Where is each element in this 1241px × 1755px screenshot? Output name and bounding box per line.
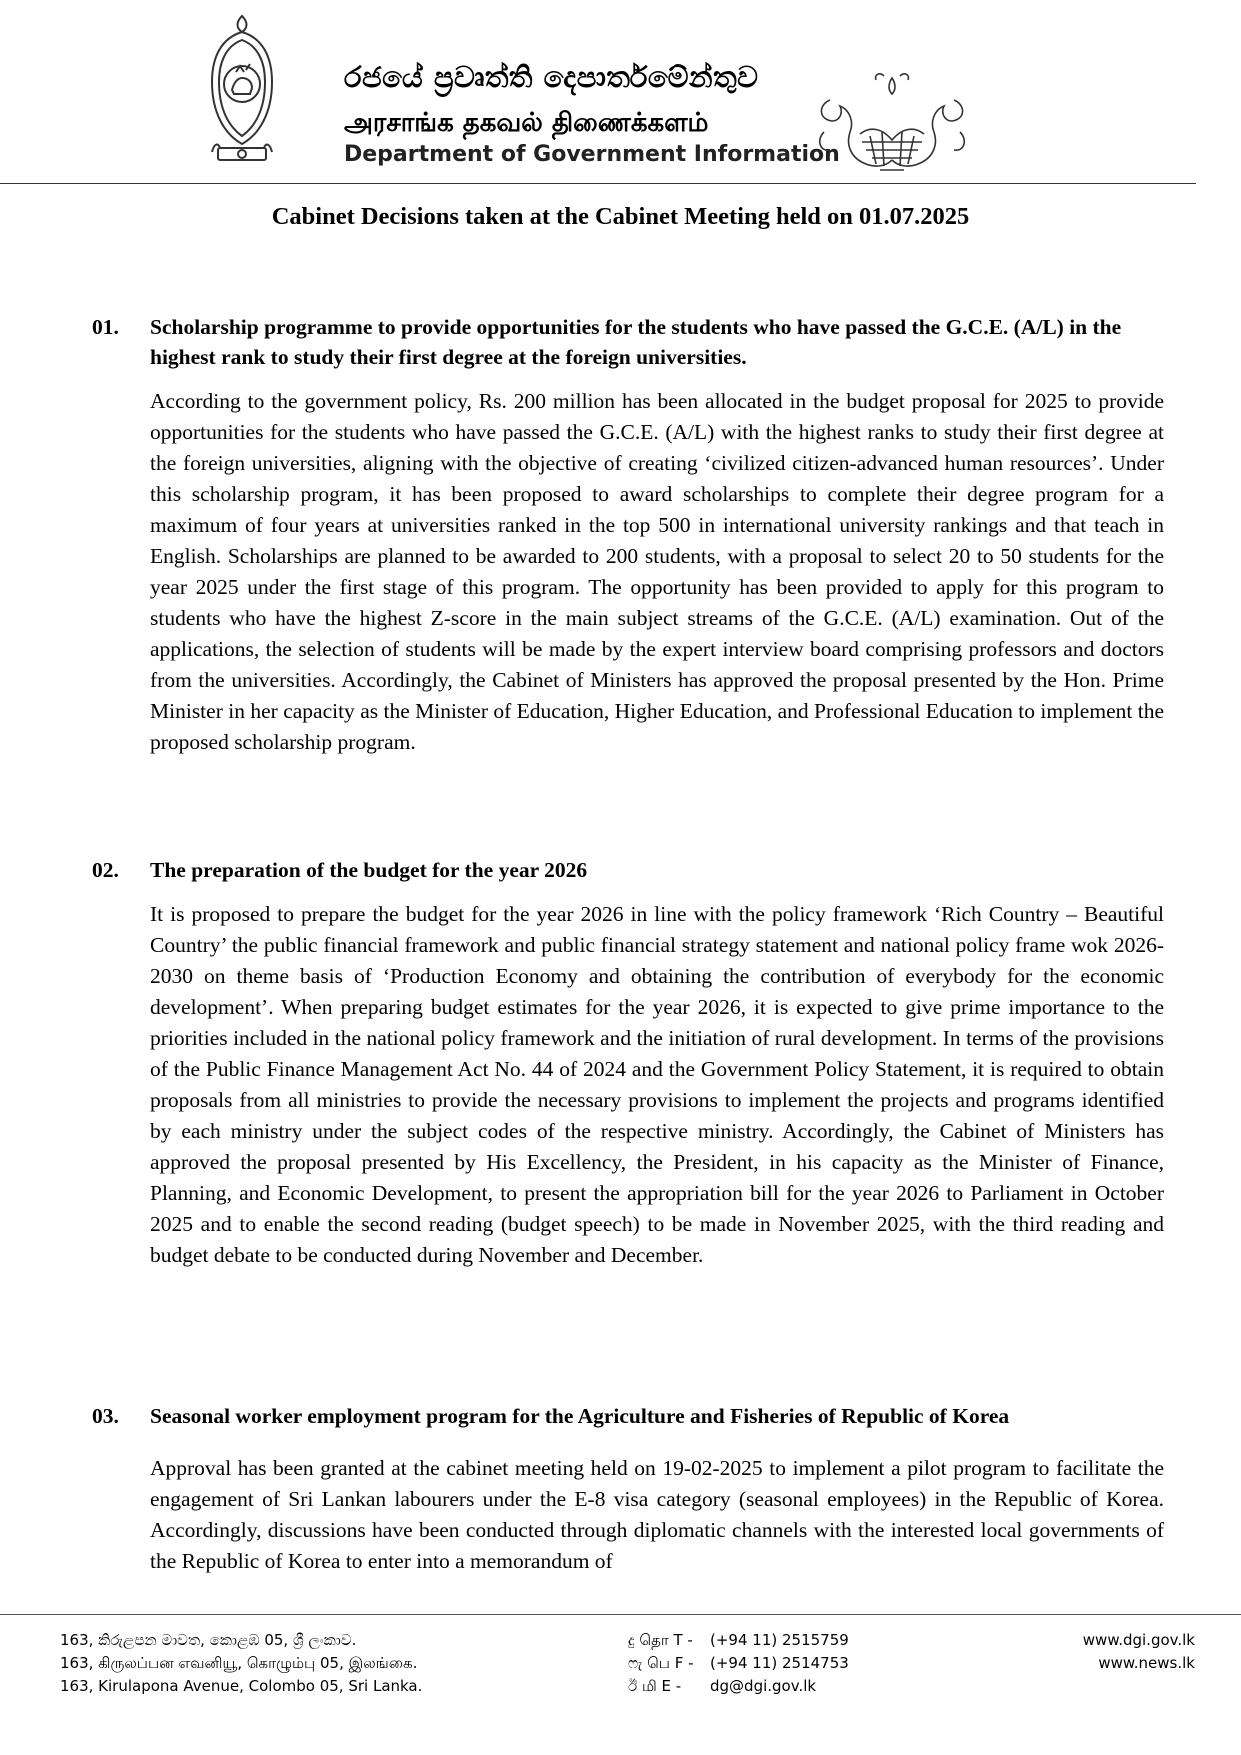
section-body: Approval has been granted at the cabinet meeting held on 19-02-2025 to implement a pilot program to facilitate the engagement of Sri Lankan labourers under the E-8 visa category (seasonal employees) in the Republic of Korea. Accordingly, discussions have been conducted through diplomatic channels with the interested local governments of the Republic of Korea to enter into a memorandum of — [150, 1456, 1164, 1573]
section-heading — [92, 1401, 1164, 1431]
email-row — [628, 1675, 849, 1698]
decision-section-02 — [92, 855, 1164, 1271]
decision-section-03 — [92, 1401, 1164, 1577]
section-heading — [92, 855, 1164, 885]
section-number: 03. — [92, 1404, 119, 1428]
phone-number: (+94 11) 2515759 — [710, 1631, 849, 1649]
letterhead — [0, 0, 1241, 186]
section-number: 01. — [92, 315, 119, 339]
section-title: Scholarship programme to provide opportunities for the students who have passed the G.C.E. (A/L) in the highest rank to study their first degree at the foreign universities. — [150, 315, 1122, 369]
fax-row — [628, 1652, 849, 1675]
sri-lanka-emblem-icon — [206, 12, 278, 168]
fax-label: ෆැ பெ F - — [628, 1654, 694, 1672]
letterhead-footer — [0, 1626, 1241, 1706]
dept-name-tamil: அரசாங்க தகவல் திணைக்களம் — [344, 108, 709, 138]
address-block — [60, 1629, 422, 1698]
footer-divider — [0, 1614, 1241, 1615]
contact-block — [628, 1629, 849, 1698]
section-title: The preparation of the budget for the year 2026 — [150, 858, 588, 882]
fax-number: (+94 11) 2514753 — [710, 1654, 849, 1672]
phone-label: දු தொ T - — [628, 1631, 693, 1649]
website-block — [1083, 1629, 1195, 1675]
section-body: It is proposed to prepare the budget for the year 2026 in line with the policy framework ‘Rich Country – Beautiful Country’ the public financial framework and public financial strategy statement and national policy frame wok 2026-2030 on theme basis of ‘Production Economy and obtaining the contribution of everybody for the economic development’. When preparing budget estimates for the year 2026, it is expected to give prime importance to the priorities included in the national policy framework and the initiation of rural development. In terms of the provisions of the Public Finance Management Act No. 44 of 2024 and the Government Policy Statement, it is required to obtain proposals from all ministries to provide the necessary provisions to implement the projects and programs identified by each ministry under the subject codes of the respective ministry. Accordingly, the Cabinet of Ministers has approved the proposal presented by His Excellency, the President, in his capacity as the Minister of Finance, Planning, and Economic Development, to present the appropriation bill for the year 2026 to Parliament in October 2025 and to enable the second reading (budget speech) to be made in November 2025, with the third reading and budget debate to be conducted during November and December. — [150, 902, 1164, 1267]
phone-row — [628, 1629, 849, 1652]
swan-motif-icon — [810, 70, 974, 174]
website-link-news[interactable]: www.news.lk — [1098, 1654, 1195, 1672]
decision-section-01 — [92, 312, 1164, 758]
section-body: According to the government policy, Rs. 200 million has been allocated in the budget proposal for 2025 to provide opportunities for the students who have passed the G.C.E. (A/L) with the highest ranks to study their first degree at the foreign universities, aligning with the objective of creating ‘civilized citizen-advanced human resources’. Under this scholarship program, it has been proposed to award scholarships to complete their degree program for a maximum of four years at universities ranked in the top 500 in international university rankings and that teach in English. Scholarships are planned to be awarded to 200 students, with a proposal to select 20 to 50 students for the year 2025 under the first stage of this program. The opportunity has been provided to apply for this program to students who have the highest Z-score in the main subject streams of the G.C.E. (A/L) examination. Out of the applications, the selection of students will be made by the expert interview board comprising professors and doctors from the universities. Accordingly, the Cabinet of Ministers has approved the proposal presented by the Hon. Prime Minister in her capacity as the Minister of Education, Higher Education, and Professional Education to implement the proposed scholarship program. — [150, 389, 1164, 754]
address-tamil: 163, கிருலப்பன எவனியூ, கொழும்பு 05, இலங்கை. — [60, 1654, 418, 1672]
website-link-dgi[interactable]: www.dgi.gov.lk — [1082, 1631, 1195, 1649]
address-english: 163, Kirulapona Avenue, Colombo 05, Sri Lanka. — [60, 1677, 423, 1695]
email-label: ඊ மி E - — [628, 1677, 682, 1695]
dept-name-english: Department of Government Information — [344, 142, 840, 167]
email-address[interactable]: dg@dgi.gov.lk — [710, 1677, 817, 1695]
header-divider — [0, 183, 1196, 184]
section-title: Seasonal worker employment program for the Agriculture and Fisheries of Republic of Korea — [150, 1404, 1010, 1428]
section-number: 02. — [92, 858, 119, 882]
document-title: Cabinet Decisions taken at the Cabinet Meeting held on 01.07.2025 — [271, 203, 970, 230]
address-sinhala: 163, කිරුළපන මාවත, කොළඹ 05, ශ්‍රී ලංකාව. — [60, 1631, 357, 1649]
section-heading — [92, 312, 1164, 372]
dept-name-sinhala: රජයේ ප්‍රවෘත්ති දෙපාර්තමේන්තුව — [344, 60, 759, 94]
